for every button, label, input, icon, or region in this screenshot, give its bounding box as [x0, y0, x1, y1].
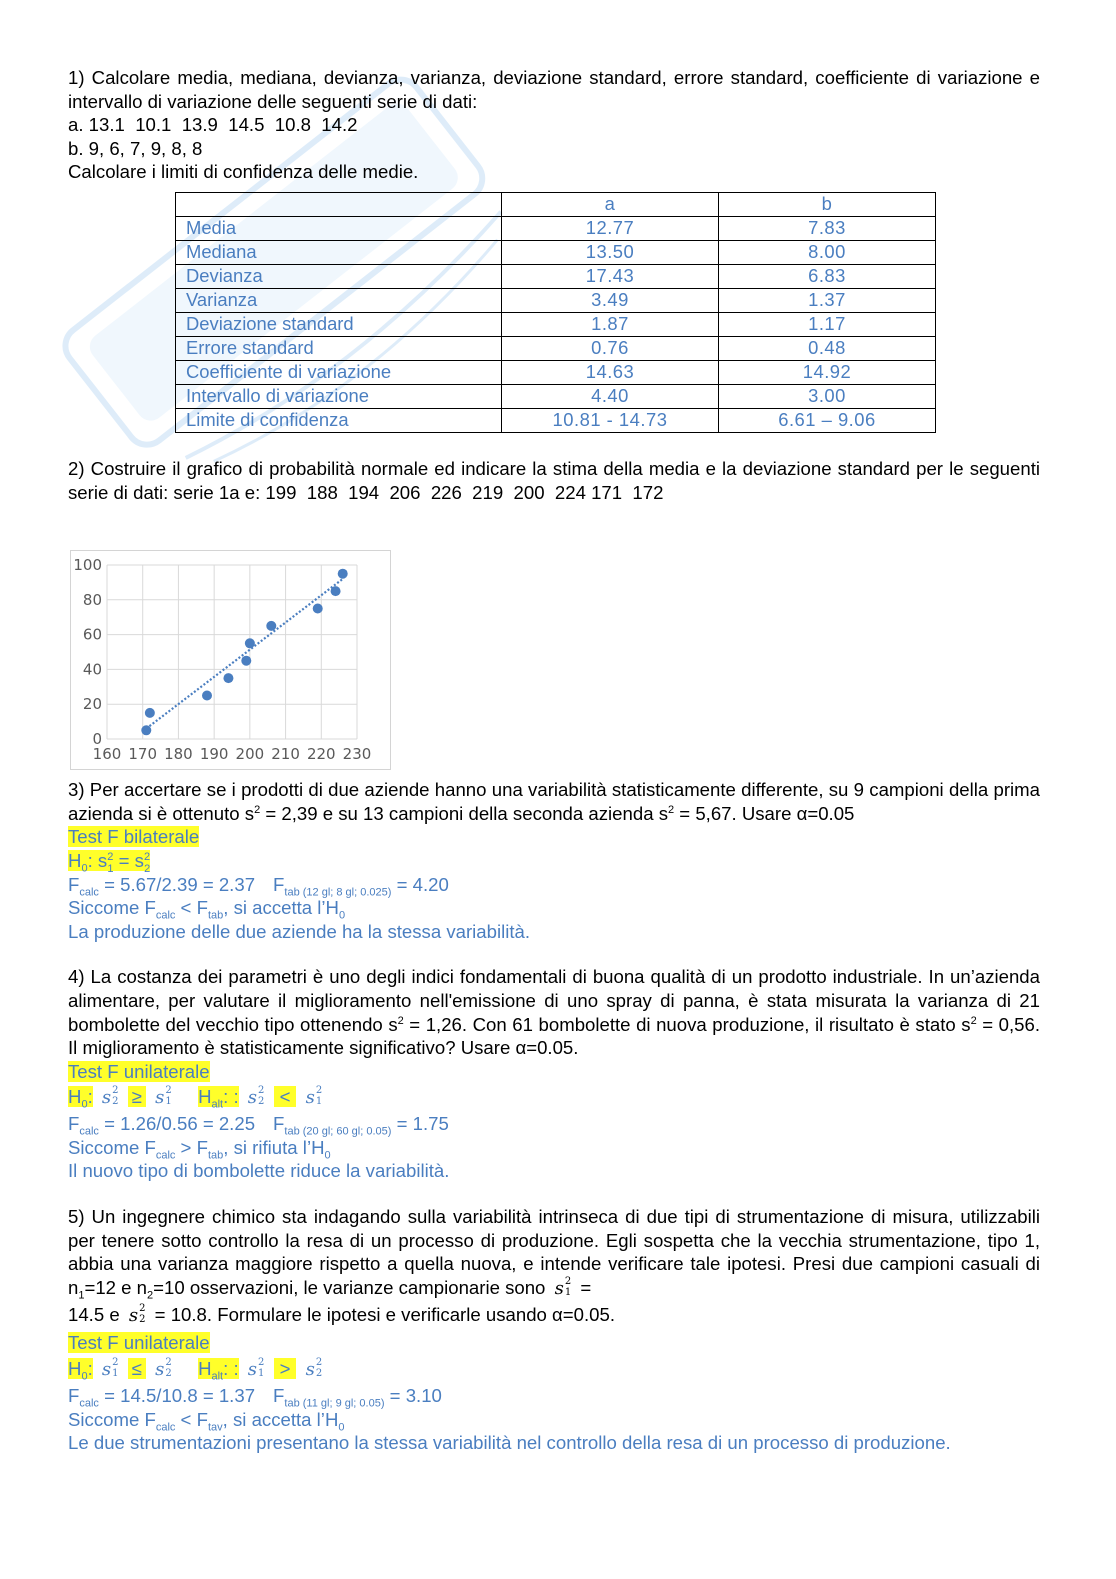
table-cell: 7.83 — [719, 216, 936, 240]
table-row-label: Limite di confidenza — [176, 408, 502, 432]
table-row — [176, 408, 936, 432]
data-point — [145, 708, 155, 718]
q4-decision: Siccome $F_{calc} > F_{tab}$, si rifiuta $l’H_0$ — [68, 1136, 331, 1162]
table-cell: 3.49 — [502, 288, 719, 312]
q5-hyp-s1-alt: s 2 1 — [247, 1357, 265, 1381]
q5-hyp-s1: s 2 1 — [101, 1357, 119, 1381]
q5-test-type: Test F unilaterale — [68, 1332, 210, 1354]
table-cell: 0.48 — [719, 336, 936, 360]
q1-text: 1) Calcolare media, mediana, devianza, varianza, deviazione standard, errore standard, coefficiente di variazione e intervallo di variazione delle seguenti serie di dati: — [68, 67, 1040, 112]
y-tick-label: 100 — [73, 556, 102, 574]
trend-line — [146, 579, 342, 729]
y-tick-label: 80 — [82, 590, 102, 609]
table-row-label: Intervallo di variazione — [176, 384, 502, 408]
table-cell: 13.50 — [502, 240, 719, 264]
q4-test-type: Test F unilaterale — [68, 1060, 210, 1082]
table-cell: b — [719, 192, 936, 216]
table-row-label: Devianza — [176, 264, 502, 288]
data-point — [241, 656, 251, 666]
table-cell: 6.61 – 9.06 — [719, 408, 936, 432]
q4-var-s2: s 2 2 — [101, 1085, 119, 1109]
q4-text: 4) La costanza dei parametri è uno degli indici fondamentali di buona qualità di un prodotto industriale. In un’azienda alimentare, per valutare il miglioramento nell'emissione di uno spray di panna, è stata misurata la varianza di 21 bombolette del vecchio tipo ottenendo $s^2 = 1,26$. Con 61 bombolette di nuova produzione, il risultato è stato $s^2 = 0,56$. Il miglioramento è statisticamente significativo? Usare α=0.05. — [68, 966, 1041, 1059]
table-cell: 1.37 — [719, 288, 936, 312]
x-tick-label: 180 — [164, 745, 193, 763]
table-row-label: Varianza — [176, 288, 502, 312]
table-cell: 17.43 — [502, 264, 719, 288]
stats-table — [175, 192, 936, 433]
q5-hypothesis: $H_0$: s 2 1 ≤ s 2 2 $H_{alt}$: : s 2 1 > s 2 2 — [68, 1357, 323, 1383]
data-point — [245, 638, 255, 648]
data-point — [141, 725, 151, 735]
q1-series-b: b. 9, 6, 7, 9, 8, 8 — [68, 137, 203, 159]
data-point — [266, 621, 276, 631]
q3-decision: Siccome $F_{calc} < F_{tab}$, si accetta $l’H_0$ — [68, 897, 346, 922]
q4-conclusion: Il nuovo tipo di bombolette riduce la variabilità. — [68, 1160, 450, 1182]
y-tick-label: 60 — [82, 625, 102, 644]
table-cell: 4.40 — [502, 384, 719, 408]
x-tick-label: 230 — [342, 745, 372, 763]
table-row-label: Coefficiente di variazione — [176, 360, 502, 384]
q3-test-type: Test F bilaterale — [68, 826, 200, 848]
x-tick-label: 200 — [235, 745, 265, 763]
y-tick-label: 40 — [82, 660, 102, 679]
q4-var-s1-alt: s 2 1 — [305, 1085, 323, 1109]
q3-conclusion: La produzione delle due aziende ha la stessa variabilità. — [68, 920, 531, 942]
table-row-label — [176, 192, 502, 216]
table-row-label: Mediana — [176, 240, 502, 264]
q3-fcalc: $F_{calc} = 5.67/2.39 = 2.37$ $F_{tab (12 gl; 8 gl; 0.025)} = 4.20$ — [68, 873, 449, 899]
table-row-label: Media — [176, 216, 502, 240]
table-row-label: Errore standard — [176, 336, 502, 360]
table-header-row — [176, 192, 936, 216]
table-cell: 3.00 — [719, 384, 936, 408]
table-row — [176, 336, 936, 360]
q4-var-s1: s 2 1 — [155, 1085, 172, 1109]
chart-svg — [71, 551, 390, 769]
data-point — [331, 586, 341, 596]
q1-series-a: a. 13.1 10.1 13.9 14.5 10.8 14.2 — [68, 114, 358, 136]
table-cell: 1.17 — [719, 312, 936, 336]
data-point — [338, 569, 348, 579]
q5-hyp-s2-alt: s 2 2 — [305, 1357, 323, 1381]
y-tick-label: 20 — [82, 695, 102, 714]
q4-hypothesis: $H_0$: s 2 2 ≥ s 2 1 $H_{alt}$: : s 2 2 < s 2 1 — [68, 1085, 323, 1111]
q5-text-cont: 14.5 e s 2 2 = 10.8. Formulare le ipotesi e verificarle usando α=0.05. — [68, 1300, 1040, 1331]
y-tick-label: 0 — [92, 730, 102, 748]
q5-hyp-s2: s 2 2 — [155, 1357, 172, 1381]
data-point — [313, 604, 323, 614]
table-row — [176, 312, 936, 336]
table-row — [176, 216, 936, 240]
q4-fcalc: $F_{calc} = 1.26/0.56 = 2.25$ $F_{tab (20 gl; 60 gl; 0.05)} = 1.75$ — [68, 1113, 449, 1138]
table-row — [176, 384, 936, 408]
table-cell: 8.00 — [719, 240, 936, 264]
data-point — [223, 673, 233, 683]
table-cell: a — [502, 192, 719, 216]
table-cell: 14.92 — [719, 360, 936, 384]
q2-text: 2) Costruire il grafico di probabilità normale ed indicare la stima della media e la deviazione standard per le seguenti serie di dati: serie 1a e: 199 188 194 206 226 219 200 224 171 172 — [68, 457, 1046, 503]
q5-decision: Siccome $F_{calc} < F_{tav}$, si accetta $l’H_0$ — [68, 1408, 345, 1434]
table-cell: 12.77 — [502, 216, 719, 240]
table-row — [176, 240, 936, 264]
table-cell: 0.76 — [502, 336, 719, 360]
data-point — [202, 691, 212, 701]
table-cell: 10.81 - 14.73 — [502, 408, 719, 432]
table-cell: 6.83 — [719, 264, 936, 288]
table-row — [176, 288, 936, 312]
x-tick-label: 190 — [199, 745, 229, 763]
q3-text: 3) Per accertare se i prodotti di due aziende hanno una variabilità statisticamente differente, su 9 campioni della prima azienda si è ottenuto $s^2 = 2,39$ e su 13 campioni della seconda azienda $s^2 = 5,67$. Usare α=0.05 — [68, 779, 1040, 824]
q5-var-s2: s 2 2 — [128, 1303, 146, 1327]
table-row — [176, 264, 936, 288]
q5-fcalc: $F_{calc} = 14.5/10.8 = 1.37$ $F_{tab (11 gl; 9 gl; 0.05)} = 3.10$ — [68, 1385, 442, 1410]
q5-var-s1: s 2 1 — [554, 1275, 572, 1299]
q3-hypothesis: $H_0$: $s^2_1 = s^2_2$ — [68, 849, 151, 875]
q1-confidence: Calcolare i limiti di confidenza delle medie. — [68, 161, 419, 183]
q5-conclusion: Le due strumentazioni presentano la stessa variabilità nel controllo della resa di un processo di produzione. — [68, 1432, 951, 1454]
x-tick-label: 170 — [128, 745, 158, 763]
table-row — [176, 360, 936, 384]
q4-var-s2-alt: s 2 2 — [247, 1085, 265, 1109]
table-cell: 14.63 — [502, 360, 719, 384]
table-row-label: Deviazione standard — [176, 312, 502, 336]
x-tick-label: 160 — [92, 745, 122, 763]
x-tick-label: 220 — [306, 745, 336, 763]
q5-text: 5) Un ingegnere chimico sta indagando sulla variabilità intrinseca di due tipi di strumentazione di misura, utilizzabili per tenere sotto controllo la resa di un processo di produzione. Egli sospetta che la vecchia strumentazione, tipo 1, abbia una varianza maggiore rispetto a quella nuova, e intende verificare tale ipotesi. Presi due campioni casuali di $n_1=12$ e $n_2=10$ osservazioni, le varianze campionarie sono s 2 1 = — [68, 1206, 1040, 1302]
x-tick-label: 210 — [271, 745, 300, 763]
normal-probability-chart — [70, 550, 391, 770]
table-cell: 1.87 — [502, 312, 719, 336]
